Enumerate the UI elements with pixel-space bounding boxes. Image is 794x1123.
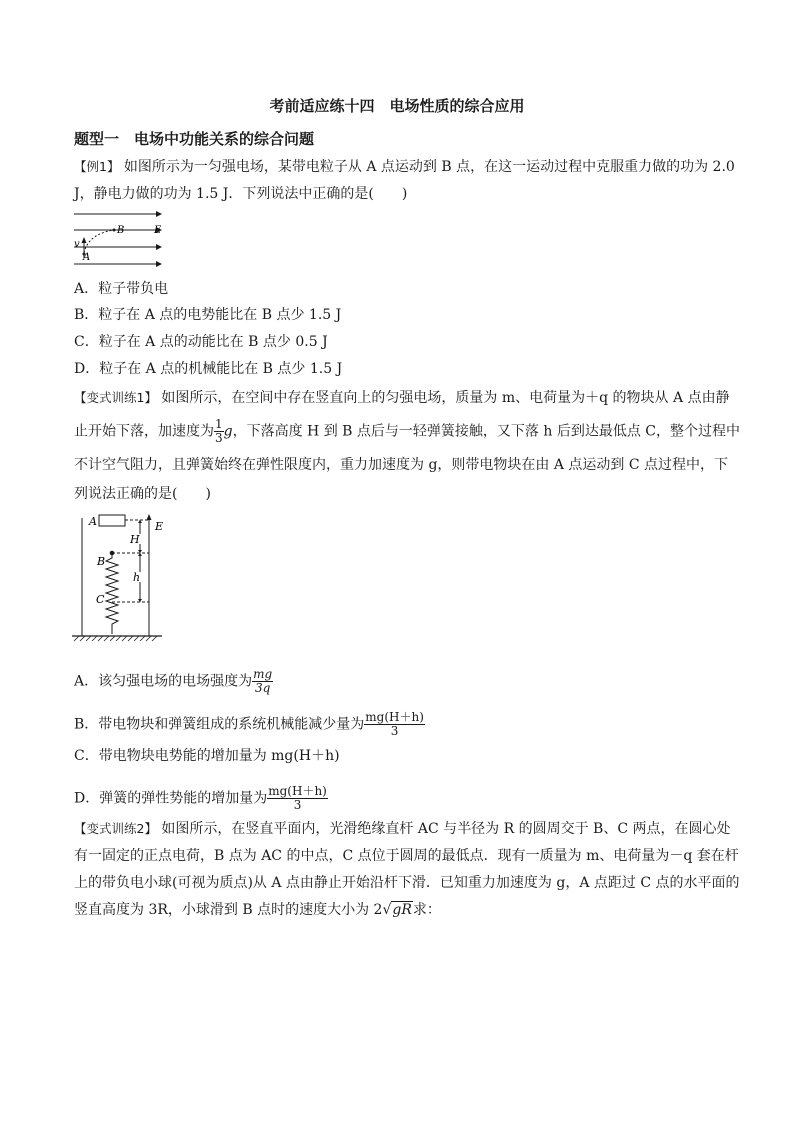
variant2-tag: 【变式训练2】	[74, 821, 157, 836]
fraction-denominator: 3	[390, 724, 399, 738]
fig1-label-b: B	[117, 225, 125, 236]
fig2-label-b: B	[97, 555, 106, 568]
fraction-denominator: 3	[215, 431, 223, 445]
variant1-option-b	[74, 711, 425, 738]
variant1-line1	[74, 389, 730, 407]
sqrt-sign: √	[382, 902, 392, 918]
variant2-text1: 如图所示，在竖直平面内，光滑绝缘直杆 AC 与半径为 R 的圆周交于 B、C 两点，在圆心处	[161, 821, 731, 837]
variant1-text2b: ，下落高度 H 到 B 点后与一轻弹簧接触，又下落 h 后到达最低点 C，整个过程中	[232, 423, 740, 440]
example1-text1: 如图所示为一匀强电场，某带电粒子从 A 点运动到 B 点，在这一运动过程中克服重力做的功为 2.0	[123, 159, 735, 175]
option-a-text: A．该匀强电场的电场强度为	[74, 673, 253, 690]
example1-option-d: D．粒子在 A 点的机械能比在 B 点少 1.5 J	[74, 361, 343, 377]
variant1-option-d	[74, 785, 328, 812]
example1-tag: 【例1】	[74, 159, 120, 174]
fig2-label-h-upper: H	[130, 533, 140, 546]
variant2-line1	[74, 820, 730, 838]
accel-g: g	[223, 423, 233, 440]
fraction-numerator: mg(H＋h)	[365, 710, 424, 724]
variant1-line2	[74, 418, 740, 445]
example1-option-a: A．粒子带负电	[74, 281, 169, 297]
page-title: 考前适应练十四 电场性质的综合应用	[269, 97, 525, 115]
variant2-text4a: 竖直高度为 3R，小球滑到 B 点时的速度大小为 2	[74, 902, 383, 918]
acceleration-fraction	[214, 418, 224, 445]
variant1-option-c: C．带电物块电势能的增加量为 mg(H＋h)	[74, 748, 340, 764]
option-b-fraction	[364, 711, 425, 738]
fig1-label-v: v	[74, 239, 80, 250]
option-d-fraction	[267, 785, 328, 812]
fraction-numerator: mg	[253, 667, 273, 681]
example1-option-c: C．粒子在 A 点的动能比在 B 点少 0.5 J	[74, 334, 328, 350]
fraction-numerator: 1	[215, 417, 223, 431]
option-b-text: B．带电物块和弹簧组成的系统机械能减少量为	[74, 716, 365, 733]
fig1-label-e: E	[154, 225, 162, 236]
fig2-label-e: E	[155, 520, 164, 533]
fraction-numerator: mg(H＋h)	[268, 784, 327, 798]
fig2-label-a: A	[89, 515, 97, 528]
variant2-line2: 有一固定的正点电荷，B 点为 AC 的中点，C 点位于圆周的最低点．现有一质量为 m、电荷量为－q 套在杆	[74, 848, 739, 864]
variant1-line4: 列说法正确的是( )	[74, 486, 211, 502]
variant1-tag: 【变式训练1】	[74, 390, 157, 405]
variant2-text4b: 求：	[412, 902, 441, 918]
example1-line2: J，静电力做的功为 1.5 J．下列说法中正确的是( )	[74, 186, 408, 202]
variant1-text2a: 止开始下落，加速度为	[74, 423, 214, 440]
variant2-line4	[74, 901, 441, 919]
fig1-label-a: A	[83, 252, 91, 263]
fraction-denominator: 3q	[254, 681, 271, 695]
fig2-label-c: C	[96, 593, 105, 606]
option-d-text: D．弹簧的弹性势能的增加量为	[74, 790, 268, 807]
section-heading: 题型一 电场中功能关系的综合问题	[74, 130, 315, 148]
electric-field-diagram-1	[72, 208, 172, 270]
example1-line1	[74, 158, 735, 176]
option-a-fraction	[252, 668, 273, 695]
fig2-label-h-lower: h	[133, 571, 141, 584]
variant1-option-a	[74, 668, 273, 695]
fraction-denominator: 3	[293, 798, 302, 812]
example1-option-b: B．粒子在 A 点的电势能比在 B 点少 1.5 J	[74, 307, 342, 323]
variant1-text1: 如图所示，在空间中存在竖直向上的匀强电场，质量为 m、电荷量为＋q 的物块从 A 点由静	[161, 390, 730, 406]
variant1-line3: 不计空气阻力，且弹簧始终在弹性限度内，重力加速度为 g，则带电物块在由 A 点运动到 C 点过程中，下	[74, 457, 729, 473]
spring-field-diagram	[72, 508, 182, 646]
variant2-line3: 上的带负电小球(可视为质点)从 A 点由静止开始沿杆下滑．已知重力加速度为 g，A 点距过 C 点的水平面的	[74, 875, 740, 891]
sqrt-content: gR	[392, 902, 412, 918]
